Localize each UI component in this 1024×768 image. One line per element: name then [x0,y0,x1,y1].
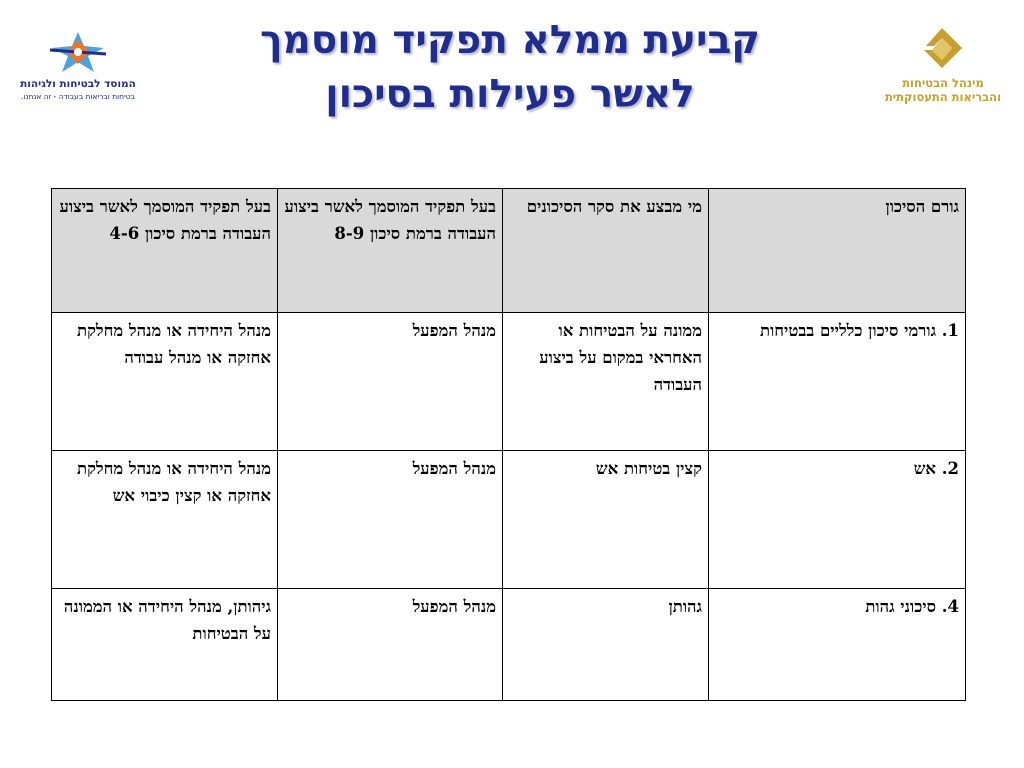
table-row [52,313,966,451]
logo-ohs-administration [868,26,1018,106]
cell-approver-8-9: מנהל המפעל [278,589,503,701]
cell-risk-survey: ממונה על הבטיחות או האחראי במקום על ביצוע העבודה [503,313,709,451]
risk-factor-text: סיכוני גהות [865,597,937,616]
row-number: 2. [941,459,959,478]
header-approver-8-9: בעל תפקיד המוסמך לאשר ביצוע העבודה ברמת סיכון 8-9 [278,189,503,313]
page-title-line1: קביעת ממלא תפקיד מוסמך [259,18,761,63]
logo-right-line1: מינהל הבטיחות [902,76,984,90]
logo-left-tagline: בטיחות ובריאות בעבודה - זה אנחנו. [21,92,135,101]
cell-approver-8-9: מנהל המפעל [278,451,503,589]
cell-risk-factor [709,451,966,589]
row-number: 1. [941,321,959,340]
cell-approver-4-6: מנהל היחידה או מנהל מחלקת אחזקה או מנהל עבודה [52,313,278,451]
logo-left-name: המוסד לבטיחות ולגיהות [20,78,136,90]
header-approver-4-6: בעל תפקיד המוסמך לאשר ביצוע העבודה ברמת סיכון 4-6 [52,189,278,313]
header-risk-survey: מי מבצע את סקר הסיכונים [503,189,709,313]
gold-diamond-icon [910,26,974,72]
page-title [200,14,820,122]
cell-risk-factor [709,313,966,451]
logo-safety-institute [14,30,142,108]
cell-approver-4-6: מנהל היחידה או מנהל מחלקת אחזקה או קצין כיבוי אש [52,451,278,589]
cell-approver-4-6: גיהותן, מנהל היחידה או הממונה על הבטיחות [52,589,278,701]
row-number: 4. [941,597,959,616]
cell-risk-survey: קצין בטיחות אש [503,451,709,589]
table-row [52,451,966,589]
cell-approver-8-9: מנהל המפעל [278,313,503,451]
cell-risk-survey: גהותן [503,589,709,701]
star-emblem-icon [48,30,108,74]
page-title-line2: לאשר פעילות בסיכון [325,72,695,117]
table-header [52,189,966,313]
header-risk-factor: גורם הסיכון [709,189,966,313]
risk-factor-text: גורמי סיכון כלליים בבטיחות [760,321,937,340]
table-header-row [52,189,966,313]
risk-factor-text: אש [913,459,937,478]
risk-authority-table [51,188,966,701]
table-row [52,589,966,701]
cell-risk-factor [709,589,966,701]
logo-right-line2: והבריאות התעסוקתית [884,90,1002,104]
